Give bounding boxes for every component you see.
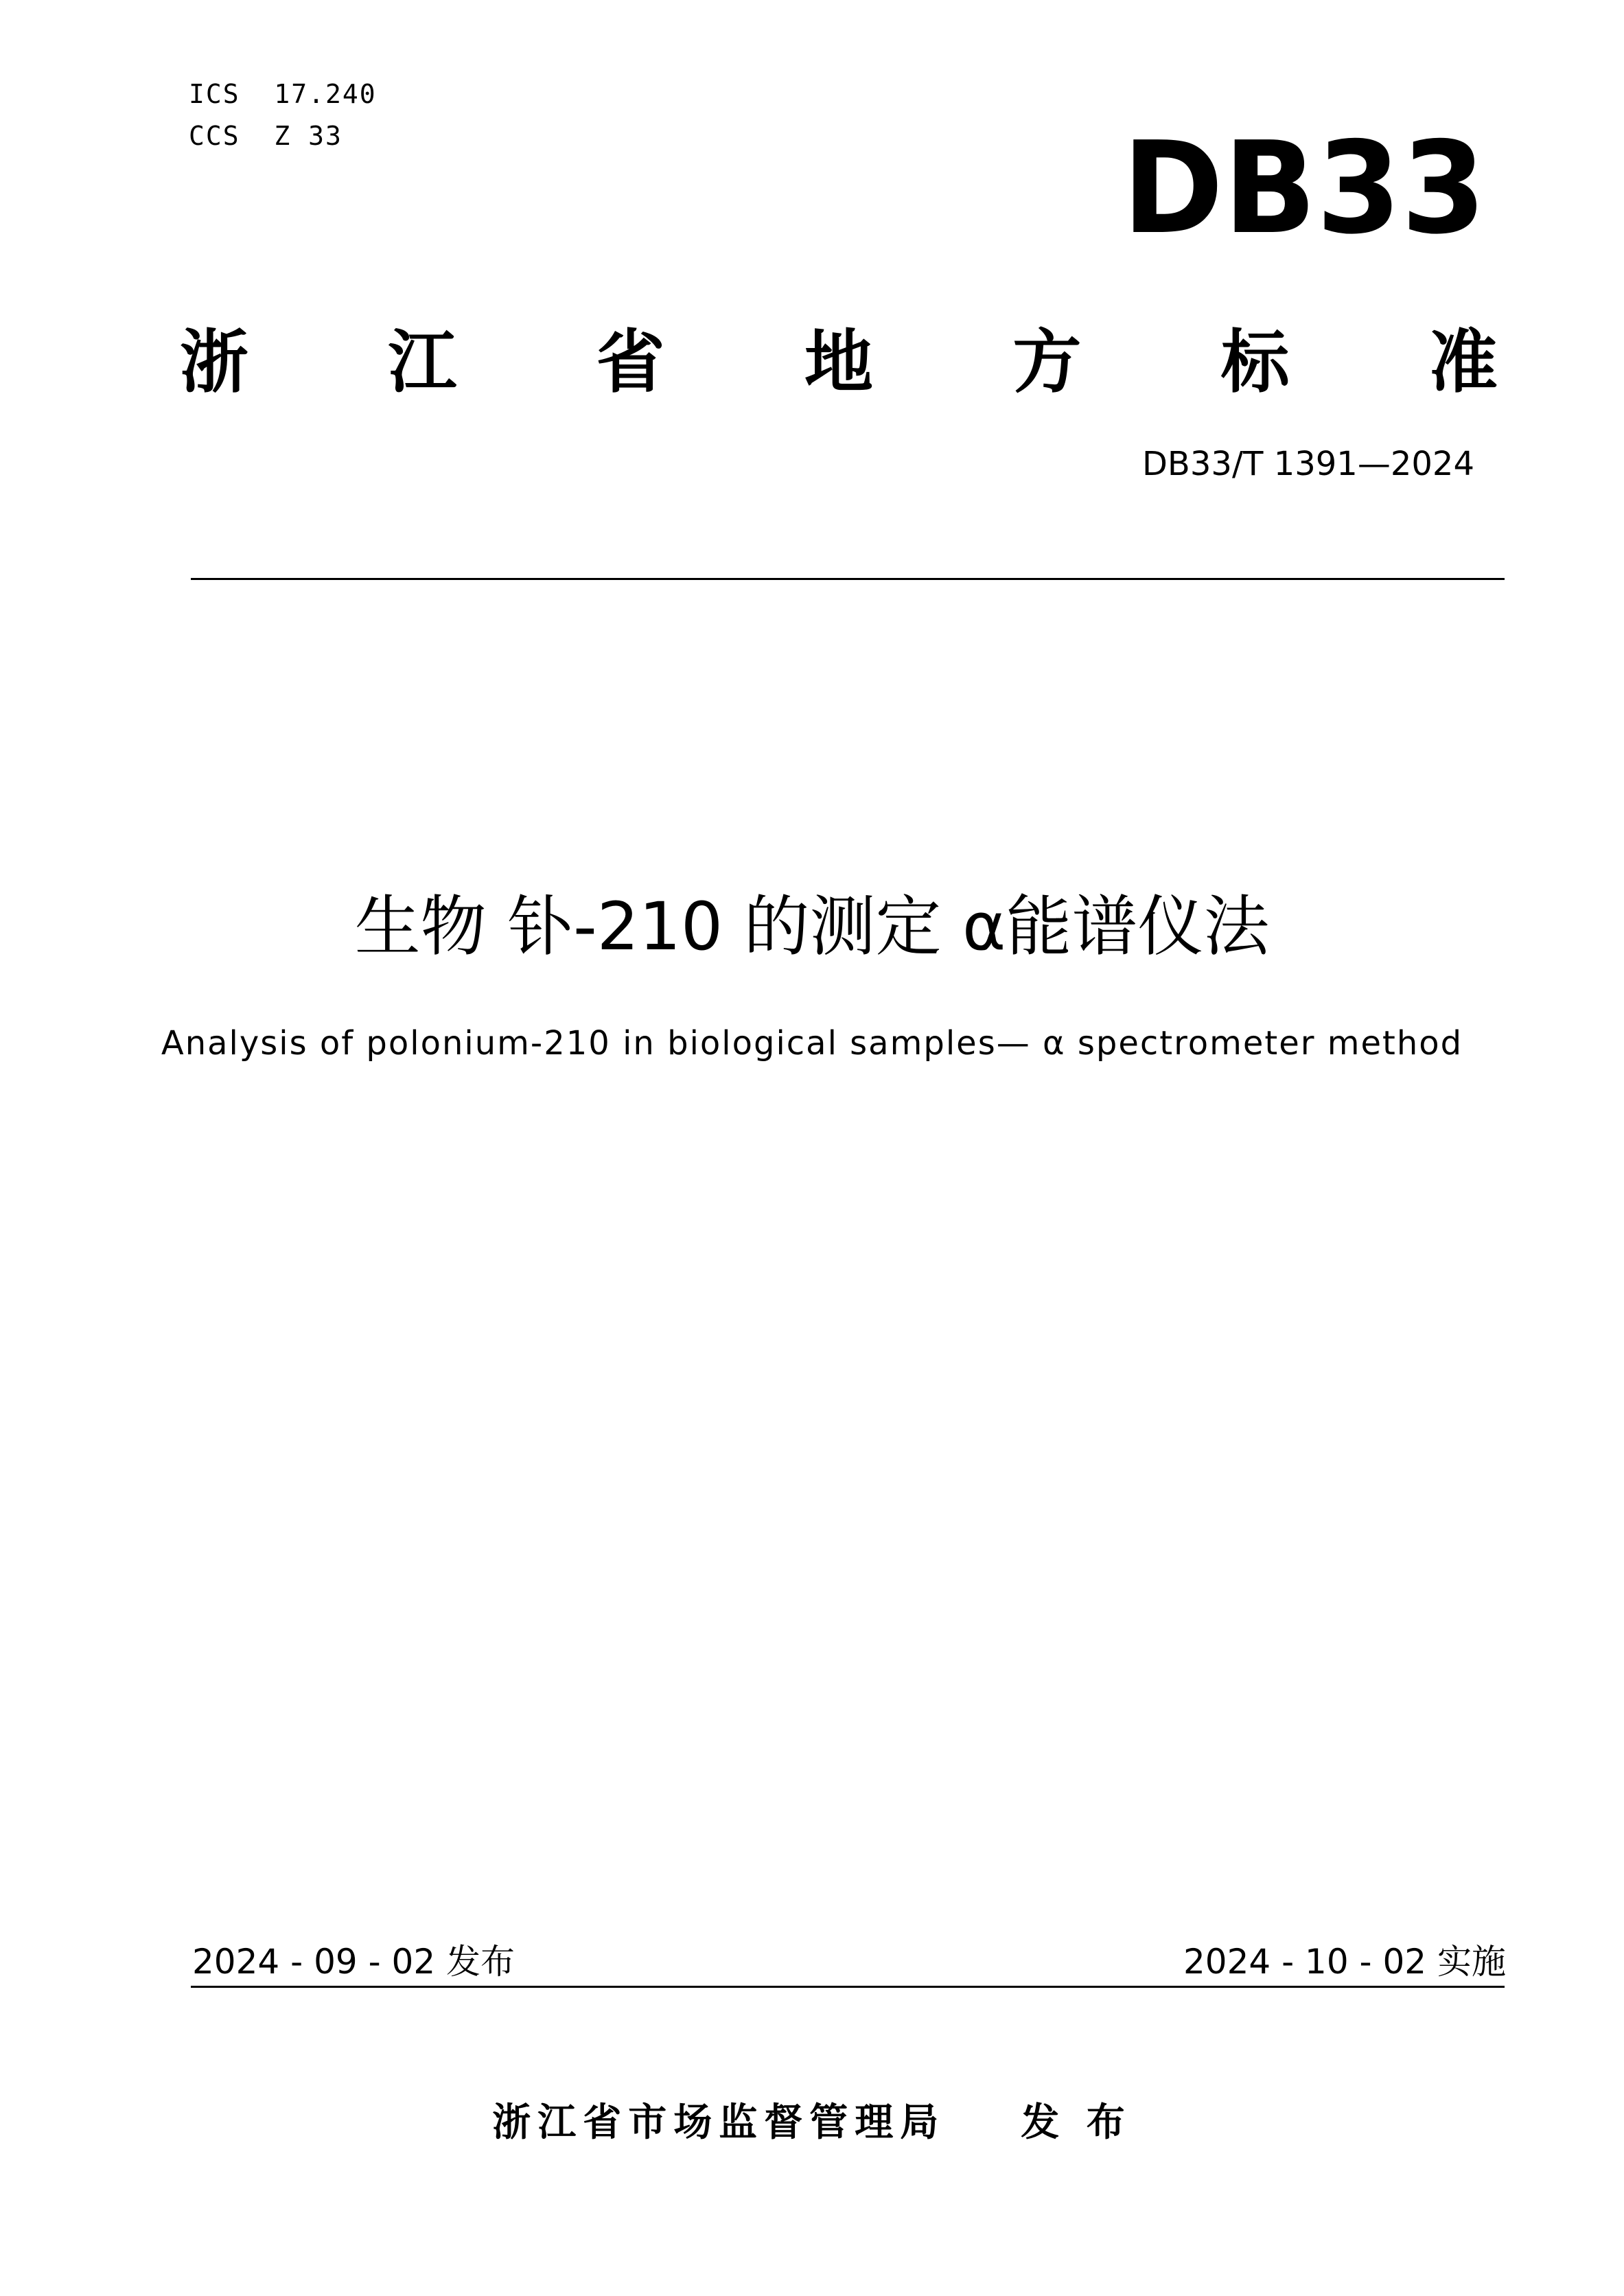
standard-type-char: 准: [1428, 322, 1498, 402]
implementation-date: 2024 - 10 - 02 实施: [1183, 1942, 1506, 1982]
publisher-action: 发 布: [1021, 2100, 1132, 2145]
standard-type-char: 省: [596, 322, 665, 402]
standard-type: [180, 321, 1498, 404]
issue-date: 2024 - 09 - 02 发布: [192, 1942, 515, 1982]
standard-type-char: 浙: [180, 322, 248, 402]
standard-type-char: 地: [804, 322, 873, 402]
title-english: Analysis of polonium-210 in biological samples— α spectrometer method: [161, 1024, 1463, 1063]
bottom-divider: [191, 1986, 1505, 1988]
publisher-name: 浙江省市场监督管理局: [492, 2100, 946, 2145]
title-chinese: 生物 钋-210 的测定 α能谱仪法: [354, 888, 1270, 965]
standard-number: DB33/T 1391—2024: [1141, 445, 1474, 483]
db33-logo-text: DB33: [1122, 137, 1486, 240]
ics-code: ICS 17.240: [189, 79, 377, 109]
db33-logo: [1119, 137, 1489, 240]
standard-type-char: 方: [1012, 322, 1082, 402]
publisher-row: [0, 2092, 1624, 2147]
standard-type-char: 标: [1220, 322, 1290, 402]
standard-type-char: 江: [388, 322, 457, 402]
top-divider: [191, 578, 1505, 580]
ccs-code: CCS Z 33: [189, 121, 343, 151]
